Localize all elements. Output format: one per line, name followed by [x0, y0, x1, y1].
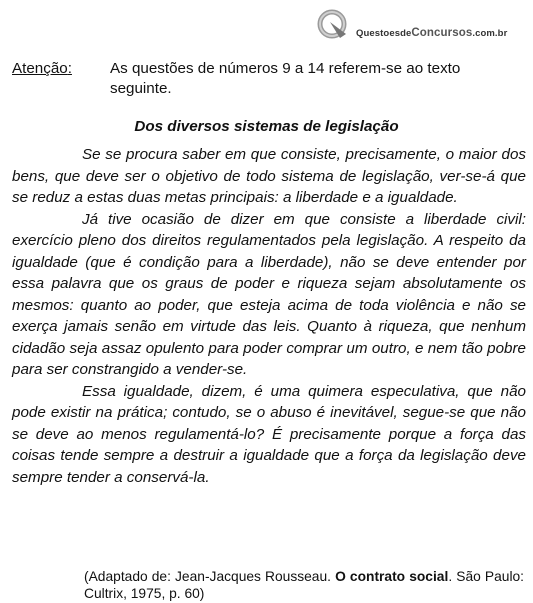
paragraph-1: Se se procura saber em que consiste, precisamente, o maior dos bens, que deve ser o objetivo de todo sistema de legislação, ver-se-á que se reduz a estas duas metas principais: a liberdade e a igualdade. — [12, 146, 526, 206]
text-title: Dos diversos sistemas de legislação — [134, 118, 399, 135]
citation-work-title: O contrato social — [335, 569, 449, 584]
text-body — [12, 144, 526, 488]
site-logo — [316, 8, 526, 42]
logo-q-icon — [316, 8, 352, 42]
paragraph-3: Essa igualdade, dizem, é uma quimera especulativa, que não pode existir na prática; contudo, se o abuso é inevitável, segue-se que não se deve ao menos regulamentá-lo? É precisamente porque a força das coisas tende sempre a destruir a igualdade que a força da legislação deve sempre tender a conservá-la. — [12, 382, 526, 486]
logo-text-domain: .com.br — [472, 28, 508, 39]
citation-suffix: . São Paulo: Cultrix, 1975, p. 60) — [84, 569, 525, 601]
logo-text — [356, 27, 507, 39]
logo-text-main: Questoesde — [356, 28, 412, 39]
source-citation — [84, 568, 524, 602]
paragraph-2: Já tive ocasião de dizer em que consiste a liberdade civil: exercício pleno dos direitos regulamentados pela legislação. A respeito da igualdade (que é condição para a liberdade), não se deve entender por essa palavra que os graus de poder e riqueza sejam absolutamente os mesmos: quanto ao poder, que esteja acima de toda violência e não se exerça jamais senão em virtude das leis. Quanto à riqueza, que nenhum cidadão seja assaz opulento para poder comprar um outro, e nem tão pobre para ser constrangido a vender-se. — [12, 210, 526, 378]
notice-text: As questões de números 9 a 14 referem-se ao texto seguinte. — [110, 60, 461, 97]
logo-text-highlight: Concursos — [411, 27, 473, 39]
notice-label: Atenção: — [12, 60, 72, 77]
citation-prefix: (Adaptado de: Jean-Jacques Rousseau. — [84, 569, 336, 584]
